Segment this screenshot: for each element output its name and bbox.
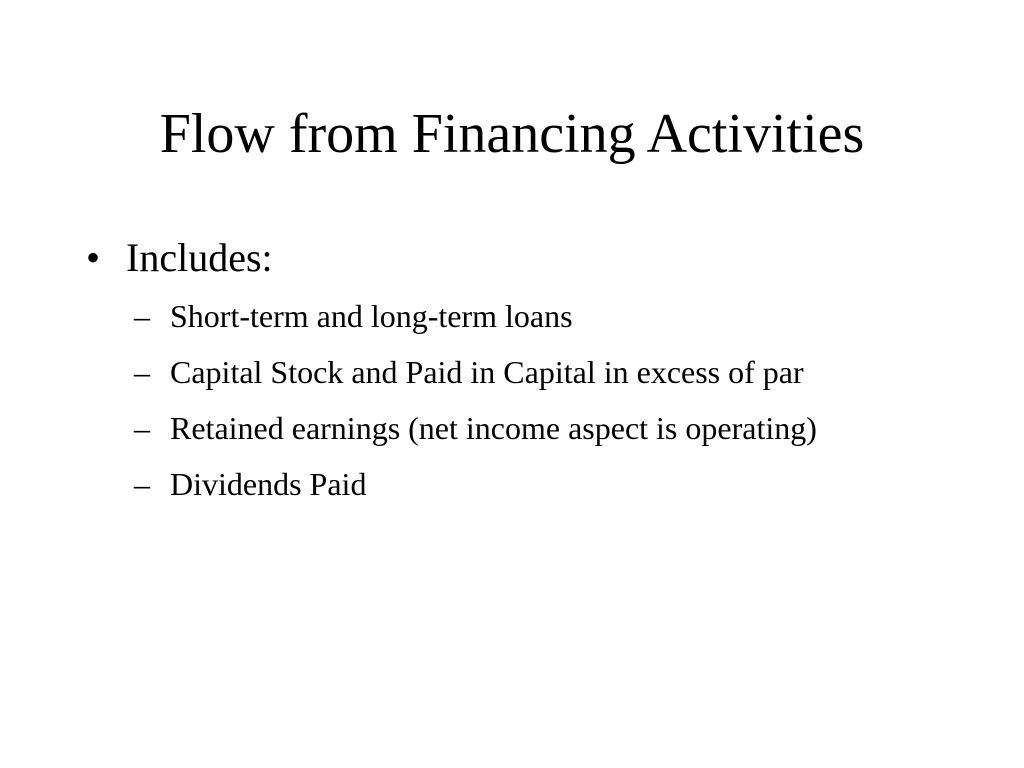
sub-bullet-text: Capital Stock and Paid in Capital in excess of par — [170, 354, 804, 390]
dash-marker: – — [134, 354, 150, 390]
sub-bullet-text: Dividends Paid — [170, 466, 367, 502]
sub-bullet-text: Short-term and long-term loans — [170, 298, 573, 334]
sub-bullet-item — [134, 406, 936, 450]
dash-marker: – — [134, 410, 150, 446]
dash-marker: – — [134, 466, 150, 502]
bullet-list — [86, 230, 936, 518]
bullet-item-includes — [86, 230, 936, 286]
bullet-text: Includes: — [126, 235, 273, 280]
dash-marker: – — [134, 298, 150, 334]
sub-bullet-text: Retained earnings (net income aspect is operating) — [170, 410, 817, 446]
slide-title: Flow from Financing Activities — [159, 103, 865, 165]
bullet-marker: • — [86, 235, 101, 280]
sub-bullet-item — [134, 294, 936, 338]
sub-bullet-list — [134, 294, 936, 506]
sub-bullet-item — [134, 350, 936, 394]
sub-bullet-item — [134, 462, 936, 506]
